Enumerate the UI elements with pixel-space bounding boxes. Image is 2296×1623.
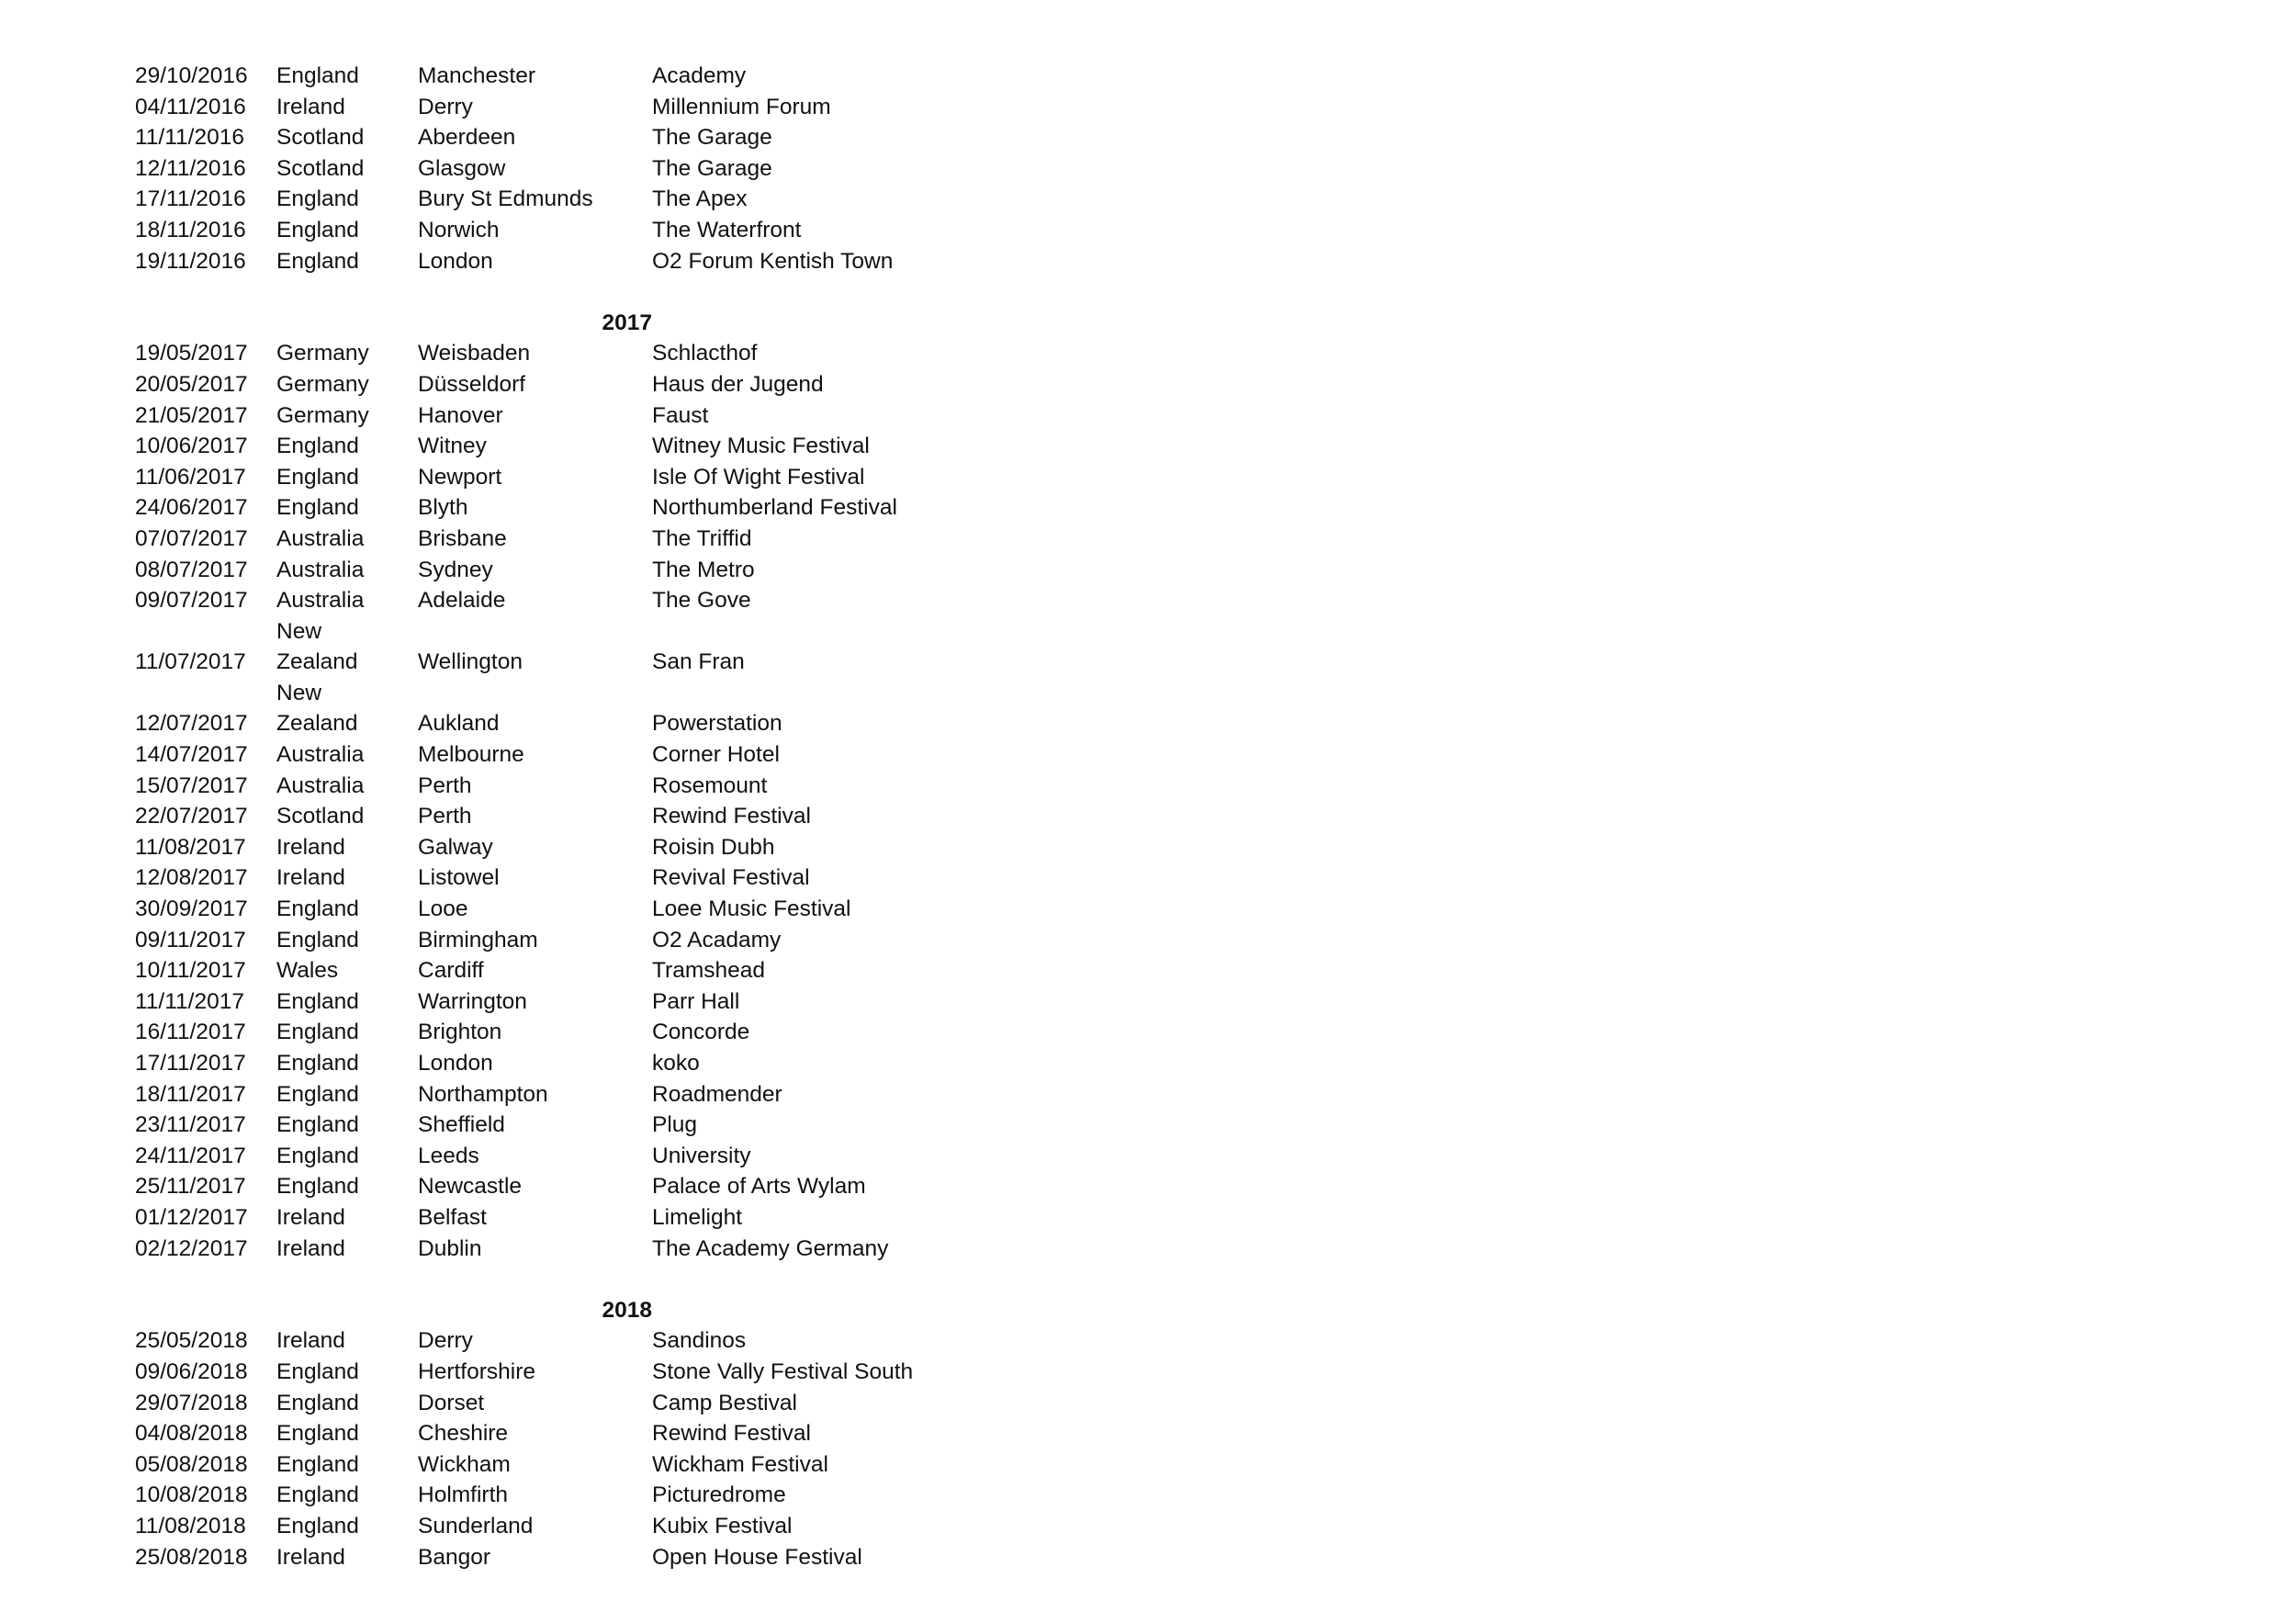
table-row [135,1542,1019,1573]
country-cell: England [276,1358,359,1384]
country-cell: England [276,1143,359,1168]
city-cell: Glasgow [418,155,506,181]
table-row [135,1325,1019,1357]
country-cell: Scotland [276,804,365,829]
date-cell: 11/08/2017 [135,834,246,860]
date-cell: 19/11/2016 [135,248,246,274]
date-cell: 25/08/2018 [135,1544,248,1570]
country-cell: England [276,1051,359,1076]
city-cell: Sydney [418,557,493,582]
city-cell: Aberdeen [418,125,516,151]
city-cell: Perth [418,772,472,798]
date-cell: 11/08/2018 [135,1513,246,1538]
venue-cell: University [652,1143,751,1168]
date-cell: 10/06/2017 [135,434,248,459]
country-cell: England [276,1513,359,1538]
venue-cell: Schlacthof [652,341,758,366]
city-cell: Düsseldorf [418,371,526,397]
country-cell: England [276,63,359,88]
venue-cell: Camp Bestival [652,1390,797,1415]
year-heading [135,1295,1019,1326]
venue-cell: Haus der Jugend [652,371,824,397]
venue-cell: Tramshead [652,958,766,984]
table-row [135,1388,1019,1419]
table-row [135,431,1019,462]
country-cell: England [276,186,359,212]
section-gap [135,1264,1019,1295]
country-cell: Australia [276,525,365,551]
city-cell: Holmfirth [418,1482,509,1508]
tour-dates-table [135,61,1019,1572]
table-row [135,1202,1019,1234]
venue-cell: The Metro [652,557,755,582]
venue-cell: The Apex [652,186,748,212]
city-cell: Aukland [418,711,500,737]
venue-cell: The Garage [652,125,772,151]
date-cell: 02/12/2017 [135,1235,248,1261]
table-row [135,92,1019,123]
country-cell: Australia [276,557,365,582]
venue-cell: Rewind Festival [652,1421,811,1447]
country-cell: Australia [276,588,365,614]
table-row [135,925,1019,956]
year-label: 2018 [602,1297,652,1323]
table-row [135,246,1019,277]
city-cell: Weisbaden [418,341,531,366]
date-cell: 12/11/2016 [135,155,246,181]
section-gap [135,276,1019,308]
country-cell: Ireland [276,1235,345,1261]
city-cell: Dorset [418,1390,485,1415]
venue-cell: Northumberland Festival [652,495,897,521]
date-cell: 11/11/2017 [135,988,244,1014]
venue-cell: Parr Hall [652,988,740,1014]
date-cell: 04/11/2016 [135,94,246,119]
year-label: 2017 [602,310,652,335]
date-cell: 08/07/2017 [135,557,248,582]
country-cell: England [276,1081,359,1107]
venue-cell: The Academy Germany [652,1235,889,1261]
date-cell: 14/07/2017 [135,742,248,768]
city-cell: Birmingham [418,927,538,952]
date-cell: 21/05/2017 [135,402,248,428]
table-row [135,492,1019,524]
table-row [135,1449,1019,1481]
country-cell: England [276,495,359,521]
country-cell [276,616,418,678]
venue-cell: The Gove [652,588,751,614]
country-cell: Australia [276,772,365,798]
venue-cell: The Waterfront [652,217,802,242]
table-row [135,184,1019,215]
country-cell: England [276,1020,359,1045]
country-cell: England [276,1390,359,1415]
country-cell: England [276,927,359,952]
table-row [135,986,1019,1018]
date-cell: 22/07/2017 [135,804,248,829]
city-cell: Derry [418,94,473,119]
city-cell: Brighton [418,1020,502,1045]
venue-cell: Roadmender [652,1081,782,1107]
city-cell: Hanover [418,402,503,428]
date-cell: 11/06/2017 [135,464,246,490]
date-cell: 18/11/2017 [135,1081,246,1107]
city-cell: Adelaide [418,588,506,614]
city-cell: Bangor [418,1544,491,1570]
table-row [135,524,1019,555]
city-cell: Galway [418,834,493,860]
country-cell: Germany [276,341,369,366]
country-line: New [276,618,322,644]
city-cell: Newport [418,464,502,490]
venue-cell: San Fran [652,649,745,675]
city-cell: Newcastle [418,1174,523,1200]
country-cell: England [276,988,359,1014]
venue-cell: koko [652,1051,700,1076]
city-cell: Leeds [418,1143,479,1168]
venue-cell: Witney Music Festival [652,434,870,459]
city-cell: Belfast [418,1204,487,1230]
date-cell: 09/11/2017 [135,927,246,952]
date-cell: 18/11/2016 [135,217,246,242]
city-cell: Melbourne [418,742,524,768]
venue-cell: The Triffid [652,525,752,551]
date-cell: 04/08/2018 [135,1421,248,1447]
city-cell: Manchester [418,63,536,88]
date-cell: 24/11/2017 [135,1143,246,1168]
table-row [135,1480,1019,1511]
venue-cell: O2 Forum Kentish Town [652,248,894,274]
country-cell: Ireland [276,1328,345,1354]
table-row [135,1110,1019,1141]
country-cell: Germany [276,402,369,428]
country-line: Zealand [276,649,358,675]
city-cell: Listowel [418,865,500,891]
date-cell: 17/11/2016 [135,186,246,212]
venue-cell: Wickham Festival [652,1451,828,1477]
venue-cell: Academy [652,63,747,88]
date-cell: 16/11/2017 [135,1020,246,1045]
city-cell: Derry [418,1328,473,1354]
venue-cell: Faust [652,402,709,428]
city-cell: Sunderland [418,1513,534,1538]
city-cell: London [418,1051,493,1076]
table-row [135,1234,1019,1265]
city-cell: Perth [418,804,472,829]
date-cell: 15/07/2017 [135,772,248,798]
country-cell: England [276,1482,359,1508]
country-cell: England [276,217,359,242]
country-cell: Ireland [276,834,345,860]
venue-cell: Limelight [652,1204,743,1230]
table-row [135,1048,1019,1079]
table-row [135,1079,1019,1110]
venue-cell: Stone Vally Festival South [652,1358,914,1384]
table-row [135,955,1019,986]
venue-cell: O2 Acadamy [652,927,782,952]
venue-cell: Isle Of Wight Festival [652,464,865,490]
table-row [135,678,1019,739]
country-line: New [276,680,322,705]
country-cell: Wales [276,958,339,984]
date-cell: 11/11/2016 [135,125,244,151]
city-cell: Bury St Edmunds [418,186,593,212]
venue-cell: Picturedrome [652,1482,786,1508]
table-row [135,122,1019,153]
city-cell: Dublin [418,1235,482,1261]
country-cell: England [276,1174,359,1200]
table-row [135,832,1019,863]
country-cell: England [276,1451,359,1477]
date-cell: 20/05/2017 [135,371,248,397]
date-cell: 10/08/2018 [135,1482,248,1508]
table-row [135,1141,1019,1172]
country-cell: Ireland [276,1204,345,1230]
date-cell: 24/06/2017 [135,495,248,521]
venue-cell: Rosemount [652,772,768,798]
date-cell: 07/07/2017 [135,525,248,551]
venue-cell: Open House Festival [652,1544,862,1570]
table-row [135,771,1019,802]
city-cell: Warrington [418,988,527,1014]
venue-cell: Corner Hotel [652,742,780,768]
table-row [135,1418,1019,1449]
date-cell: 19/05/2017 [135,341,248,366]
country-cell: Germany [276,371,369,397]
date-cell: 17/11/2017 [135,1051,246,1076]
city-cell: Sheffield [418,1112,505,1138]
table-row [135,862,1019,894]
city-cell: Wellington [418,649,523,675]
city-cell: Norwich [418,217,500,242]
venue-cell: Palace of Arts Wylam [652,1174,866,1200]
date-cell: 29/10/2016 [135,63,248,88]
venue-cell: Plug [652,1112,698,1138]
table-row [135,801,1019,832]
date-cell: 12/07/2017 [135,711,248,737]
city-cell: Wickham [418,1451,511,1477]
table-row [135,894,1019,925]
venue-cell: Concorde [652,1020,750,1045]
table-row [135,338,1019,369]
table-row [135,400,1019,432]
country-cell [276,678,418,739]
table-row [135,369,1019,400]
venue-cell: Rewind Festival [652,804,811,829]
table-row [135,61,1019,92]
table-row [135,555,1019,586]
table-row [135,585,1019,616]
country-cell: Ireland [276,94,345,119]
year-heading [135,308,1019,339]
country-cell: Australia [276,742,365,768]
country-cell: England [276,1112,359,1138]
date-cell: 25/11/2017 [135,1174,246,1200]
city-cell: Cardiff [418,958,484,984]
city-cell: Looe [418,896,468,922]
table-row [135,153,1019,185]
date-cell: 29/07/2018 [135,1390,248,1415]
city-cell: Blyth [418,495,468,521]
date-cell: 09/06/2018 [135,1358,248,1384]
country-cell: England [276,248,359,274]
city-cell: Hertforshire [418,1358,535,1384]
table-row [135,1017,1019,1048]
date-cell: 01/12/2017 [135,1204,248,1230]
venue-cell: Roisin Dubh [652,834,775,860]
date-cell: 25/05/2018 [135,1328,248,1354]
country-cell: England [276,434,359,459]
country-cell: Ireland [276,1544,345,1570]
table-row [135,739,1019,771]
date-cell: 11/07/2017 [135,649,246,675]
table-row [135,215,1019,246]
city-cell: Brisbane [418,525,507,551]
country-cell: England [276,464,359,490]
city-cell: Witney [418,434,487,459]
venue-cell: Sandinos [652,1328,747,1354]
date-cell: 05/08/2018 [135,1451,248,1477]
city-cell: London [418,248,493,274]
country-cell: England [276,896,359,922]
date-cell: 09/07/2017 [135,588,248,614]
date-cell: 30/09/2017 [135,896,248,922]
country-line: Zealand [276,711,358,737]
venue-cell: Loee Music Festival [652,896,851,922]
date-cell: 10/11/2017 [135,958,246,984]
city-cell: Cheshire [418,1421,509,1447]
city-cell: Northampton [418,1081,548,1107]
country-cell: England [276,1421,359,1447]
venue-cell: Powerstation [652,711,782,737]
country-cell: Scotland [276,125,365,151]
table-row [135,616,1019,678]
country-cell: Scotland [276,155,365,181]
venue-cell: Revival Festival [652,865,810,891]
date-cell: 12/08/2017 [135,865,248,891]
venue-cell: The Garage [652,155,772,181]
table-row [135,1171,1019,1202]
country-cell: Ireland [276,865,345,891]
venue-cell: Kubix Festival [652,1513,793,1538]
venue-cell: Millennium Forum [652,94,831,119]
date-cell: 23/11/2017 [135,1112,246,1138]
table-row [135,462,1019,493]
table-row [135,1357,1019,1388]
table-row [135,1511,1019,1542]
